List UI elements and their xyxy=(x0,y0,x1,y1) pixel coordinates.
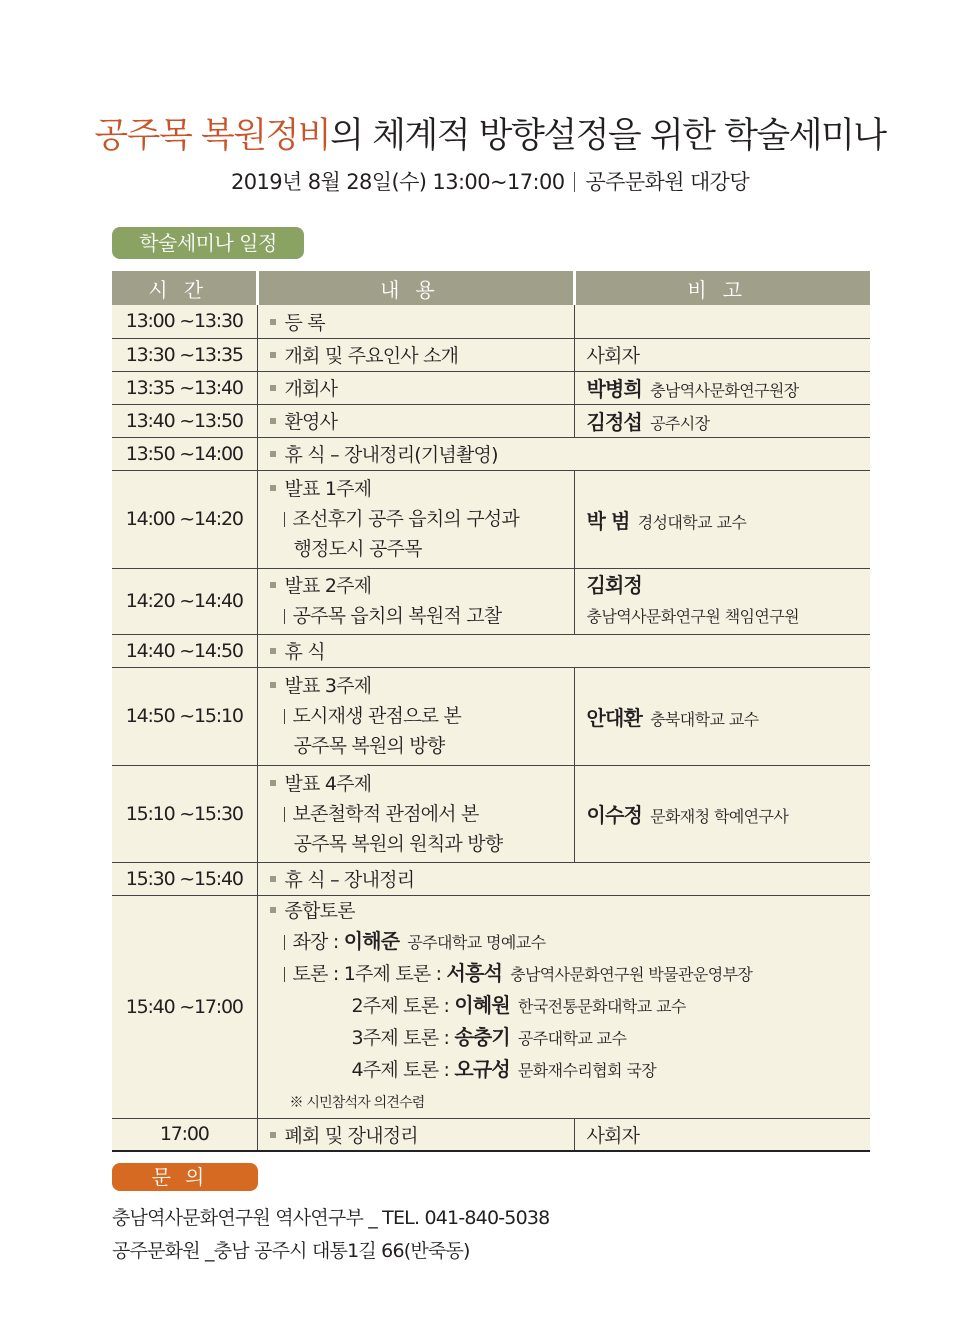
speaker-name: 박병희 xyxy=(586,377,643,401)
table-row xyxy=(112,338,870,371)
speaker-affiliation: 충남역사문화연구원장 xyxy=(650,381,799,400)
bar-icon xyxy=(284,609,285,624)
chair-label: 좌장 : xyxy=(292,930,344,953)
contact-label: 문의 xyxy=(112,1163,258,1191)
content-cell xyxy=(257,1118,574,1151)
time-cell: 14:20 ~14:40 xyxy=(112,568,257,634)
bullet-icon xyxy=(270,418,276,424)
content-cell xyxy=(257,404,574,437)
speaker-affiliation: 문화재청 학예연구사 xyxy=(650,807,789,826)
bar-icon xyxy=(284,512,285,527)
bar-icon xyxy=(284,709,285,724)
panel-topic: 4주제 토론 : xyxy=(351,1058,455,1081)
content-text: 발표 2주제 xyxy=(284,575,372,597)
speaker-affiliation: 공주시장 xyxy=(650,414,710,433)
schedule-label: 학술세미나 일정 xyxy=(112,227,304,259)
content-cell xyxy=(257,305,574,338)
content-cell xyxy=(257,667,574,765)
content-cell xyxy=(257,568,574,634)
panel-label: 토론 : xyxy=(292,962,344,985)
topic-title-cont: 공주목 복원의 방향 xyxy=(293,735,445,757)
table-row xyxy=(112,634,870,667)
table-row xyxy=(112,895,870,1118)
topic-title: 공주목 읍치의 복원적 고찰 xyxy=(292,605,502,627)
table-row xyxy=(112,305,870,338)
time-cell: 13:30 ~13:35 xyxy=(112,338,257,371)
panelist-name: 오규성 xyxy=(454,1056,510,1081)
speaker-affiliation: 충북대학교 교수 xyxy=(650,709,759,729)
bullet-icon xyxy=(270,682,276,688)
time-cell: 14:40 ~14:50 xyxy=(112,634,257,667)
schedule-table xyxy=(112,271,870,1152)
divider xyxy=(574,172,575,192)
page-title xyxy=(0,108,980,158)
table-row xyxy=(112,404,870,437)
time-cell: 13:35 ~13:40 xyxy=(112,371,257,404)
event-datetime: 2019년 8월 28일(수) 13:00~17:00 xyxy=(230,170,565,194)
bullet-icon xyxy=(270,582,276,588)
table-row xyxy=(112,765,870,862)
time-cell: 14:50 ~15:10 xyxy=(112,667,257,765)
speaker-name: 김정섭 xyxy=(586,410,643,434)
note-cell: 사회자 xyxy=(574,1118,870,1151)
bullet-icon xyxy=(270,385,276,391)
time-cell: 13:40 ~13:50 xyxy=(112,404,257,437)
chair-affiliation: 공주대학교 명예교수 xyxy=(407,932,546,952)
content-cell xyxy=(257,634,870,667)
bullet-icon xyxy=(270,451,276,457)
header-note: 비고 xyxy=(574,271,870,305)
time-cell: 15:10 ~15:30 xyxy=(112,765,257,862)
contact-line-1: 충남역사문화연구원 역사연구부 _ TEL. 041-840-5038 xyxy=(112,1207,550,1229)
note-cell xyxy=(574,371,870,404)
note-cell: 사회자 xyxy=(574,338,870,371)
bullet-icon xyxy=(270,876,276,882)
bullet-icon xyxy=(270,485,276,491)
table-row xyxy=(112,437,870,470)
content-text: 발표 4주제 xyxy=(284,772,372,795)
speaker-affiliation: 경성대학교 교수 xyxy=(637,512,747,532)
content-text: 발표 1주제 xyxy=(284,478,372,500)
content-cell xyxy=(257,338,574,371)
content-text: 폐회 및 장내정리 xyxy=(284,1124,418,1147)
time-cell: 13:50 ~14:00 xyxy=(112,437,257,470)
title-rest: 의 체계적 방향설정을 위한 학술세미나 xyxy=(330,116,886,156)
table-row xyxy=(112,862,870,895)
content-text: 휴 식 – 장내정리(기념촬영) xyxy=(284,444,498,466)
speaker-name: 이수정 xyxy=(586,803,643,827)
speaker-name: 안대환 xyxy=(586,705,643,730)
bar-icon xyxy=(284,935,285,950)
note-cell xyxy=(574,305,870,338)
bar-icon xyxy=(284,967,285,982)
note-cell xyxy=(574,404,870,437)
topic-title-cont: 행정도시 공주목 xyxy=(293,538,422,560)
content-text: 발표 3주제 xyxy=(284,675,372,697)
panelist-affiliation: 충남역사문화연구원 박물관운영부장 xyxy=(510,964,753,984)
table-row xyxy=(112,667,870,765)
time-cell: 13:00 ~13:30 xyxy=(112,305,257,338)
table-row xyxy=(112,1118,870,1151)
content-text: 등 록 xyxy=(284,311,325,334)
panelist-affiliation: 한국전통문화대학교 교수 xyxy=(517,996,686,1016)
bullet-icon xyxy=(270,319,276,325)
speaker-name: 박 범 xyxy=(586,508,630,533)
panel-topic: 1주제 토론 : xyxy=(343,962,447,985)
content-text: 휴 식 xyxy=(284,641,325,663)
content-cell xyxy=(257,862,870,895)
table-header xyxy=(112,271,870,305)
content-text: 환영사 xyxy=(284,411,338,433)
header-time: 시간 xyxy=(112,271,257,305)
table-row xyxy=(112,371,870,404)
topic-title: 도시재생 관점으로 본 xyxy=(292,705,461,727)
content-cell xyxy=(257,470,574,568)
title-accent: 공주목 복원정비 xyxy=(94,116,331,156)
panelist-affiliation: 공주대학교 교수 xyxy=(517,1028,627,1048)
content-cell xyxy=(257,437,870,470)
footnote: ※ 시민참석자 의견수렴 xyxy=(289,1094,425,1111)
panelist-name: 서흥석 xyxy=(446,960,503,985)
chair-name: 이해준 xyxy=(343,928,400,953)
topic-title: 보존철학적 관점에서 본 xyxy=(292,802,479,825)
note-cell xyxy=(574,568,870,634)
content-text: 개회 및 주요인사 소개 xyxy=(284,345,459,367)
time-cell: 14:00 ~14:20 xyxy=(112,470,257,568)
panelist-name: 송충기 xyxy=(454,1024,510,1049)
bullet-icon xyxy=(270,1132,276,1138)
bar-icon xyxy=(284,807,285,822)
time-cell: 15:30 ~15:40 xyxy=(112,862,257,895)
panel-topic: 2주제 토론 : xyxy=(351,994,455,1017)
content-text: 휴 식 – 장내정리 xyxy=(284,869,415,891)
table-row xyxy=(112,568,870,634)
event-venue: 공주문화원 대강당 xyxy=(585,170,750,194)
discussion-cell xyxy=(257,895,870,1118)
panelist-name: 이혜원 xyxy=(454,992,510,1017)
table-row xyxy=(112,470,870,568)
speaker-name: 김회정 xyxy=(586,573,643,597)
time-cell: 17:00 xyxy=(112,1118,257,1151)
panelist-affiliation: 문화재수리협회 국장 xyxy=(517,1060,657,1080)
topic-title-cont: 공주목 복원의 원칙과 방향 xyxy=(293,832,503,855)
speaker-affiliation: 충남역사문화연구원 책임연구원 xyxy=(586,607,799,626)
event-info xyxy=(0,166,980,196)
bullet-icon xyxy=(270,352,276,358)
note-cell xyxy=(574,470,870,568)
time-cell: 15:40 ~17:00 xyxy=(112,895,257,1118)
content-cell xyxy=(257,371,574,404)
bullet-icon xyxy=(270,907,276,913)
header-content: 내용 xyxy=(257,271,574,305)
contact-line-2: 공주문화원 _충남 공주시 대통1길 66(반죽동) xyxy=(112,1240,470,1262)
content-text: 종합토론 xyxy=(284,899,355,922)
panel-topic: 3주제 토론 : xyxy=(351,1026,455,1049)
bullet-icon xyxy=(270,780,276,786)
note-cell xyxy=(574,765,870,862)
bullet-icon xyxy=(270,648,276,654)
topic-title: 조선후기 공주 읍치의 구성과 xyxy=(292,508,519,530)
content-cell xyxy=(257,765,574,862)
content-text: 개회사 xyxy=(284,378,338,400)
note-cell xyxy=(574,667,870,765)
